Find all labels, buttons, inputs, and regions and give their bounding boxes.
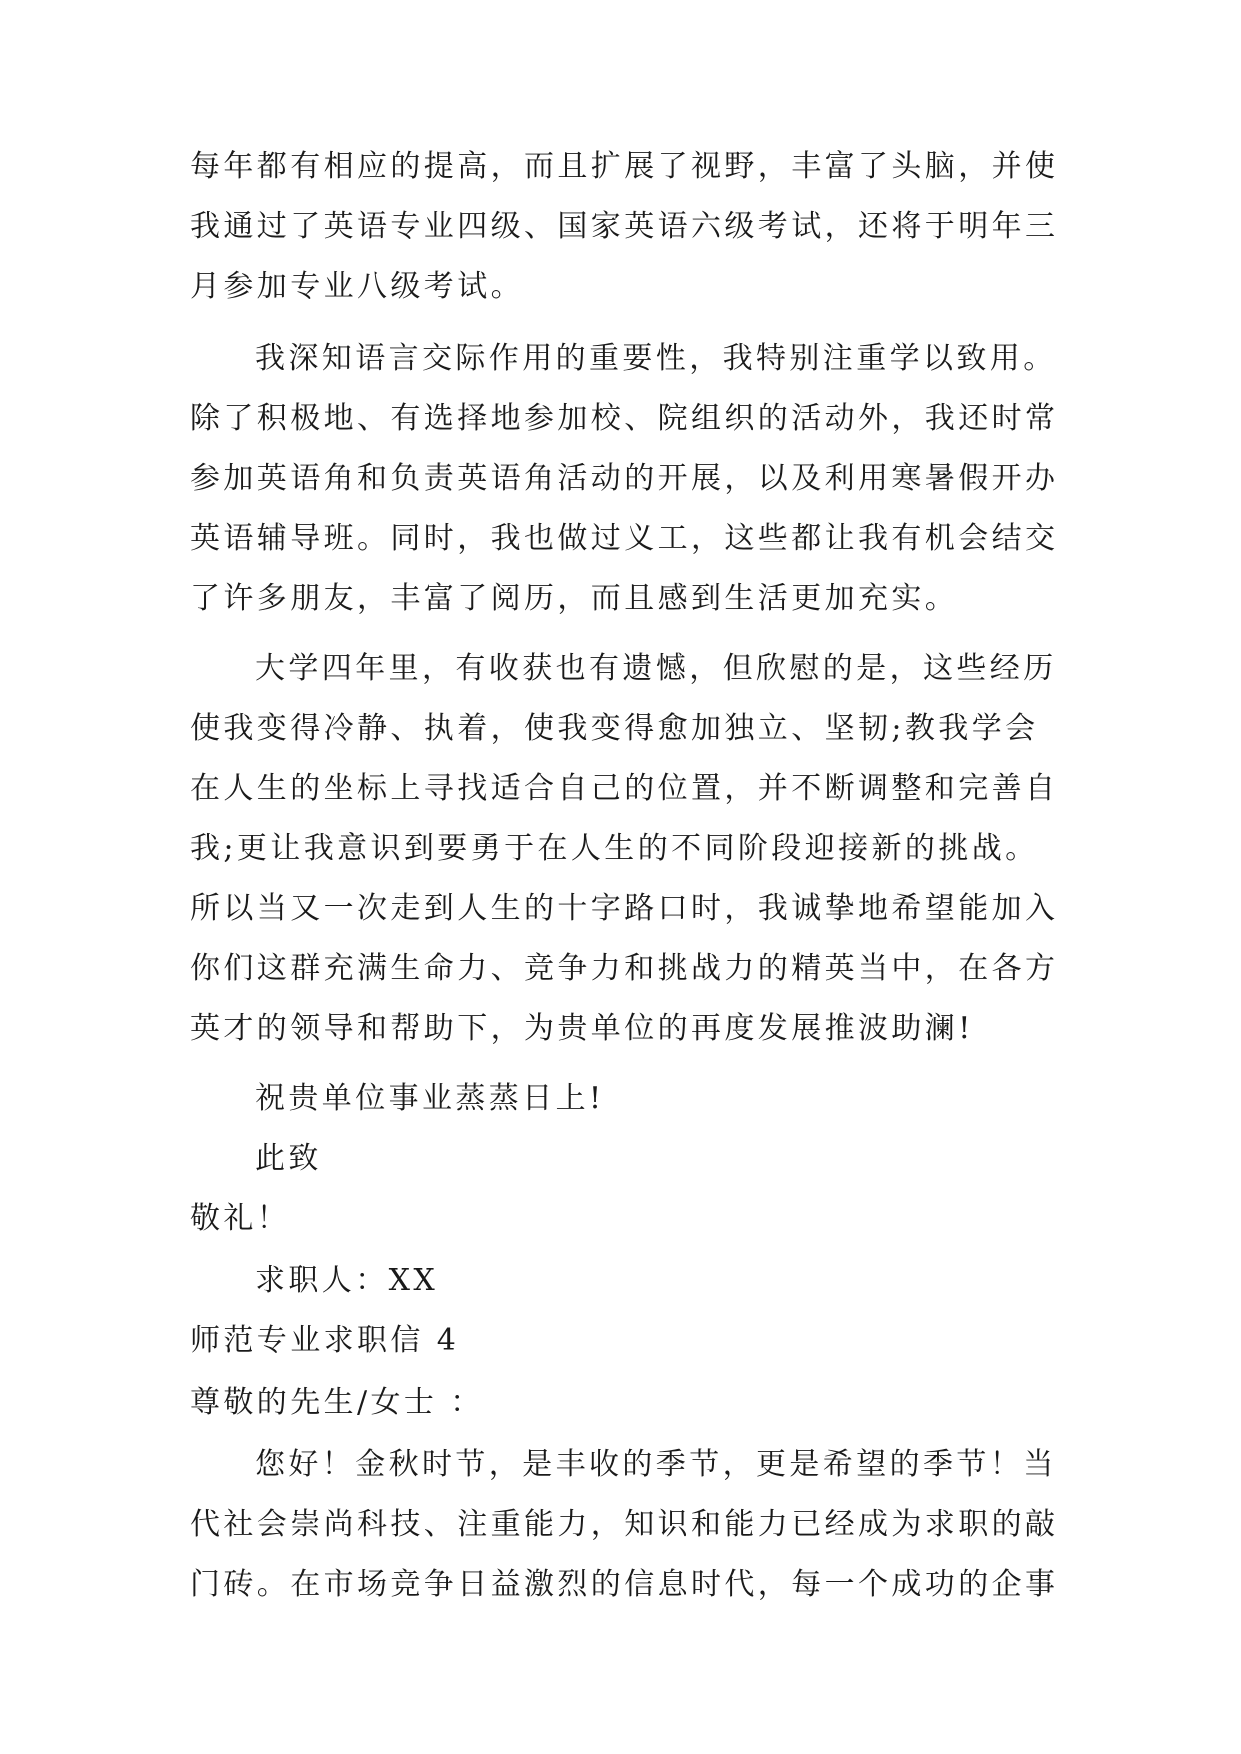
closing-wish: 祝贵单位事业蒸蒸日上!: [255, 1081, 605, 1116]
body-line: 你们这群充满生命力、竞争力和挑战力的精英当中，在各方: [190, 951, 1059, 986]
section-title: 师范专业求职信 4: [190, 1323, 460, 1358]
body-line: 门砖。在市场竞争日益激烈的信息时代，每一个成功的企事: [190, 1567, 1059, 1602]
paragraph-first-line: 您好！金秋时节，是丰收的季节，更是希望的季节！当: [255, 1447, 1057, 1482]
salutation-cizhi: 此致: [255, 1141, 322, 1176]
body-line: 所以当又一次走到人生的十字路口时，我诚挚地希望能加入: [190, 891, 1059, 926]
body-line: 英才的领导和帮助下，为贵单位的再度发展推波助澜!: [190, 1011, 974, 1046]
body-line: 参加英语角和负责英语角活动的开展，以及利用寒暑假开办: [190, 461, 1059, 496]
body-line: 英语辅导班。同时，我也做过义工，这些都让我有机会结交: [190, 521, 1059, 556]
body-line: 除了积极地、有选择地参加校、院组织的活动外，我还时常: [190, 401, 1059, 436]
body-line: 我通过了英语专业四级、国家英语六级考试，还将于明年三: [190, 209, 1059, 244]
paragraph-first-line: 大学四年里，有收获也有遗憾，但欣慰的是，这些经历: [255, 651, 1057, 686]
greeting-line: 尊敬的先生/女士 ：: [190, 1385, 484, 1420]
body-line: 每年都有相应的提高，而且扩展了视野，丰富了头脑，并使: [190, 149, 1059, 184]
body-line: 代社会崇尚科技、注重能力，知识和能力已经成为求职的敲: [190, 1507, 1059, 1542]
paragraph-first-line: 我深知语言交际作用的重要性，我特别注重学以致用。: [255, 341, 1057, 376]
body-line: 在人生的坐标上寻找适合自己的位置，并不断调整和完善自: [190, 771, 1059, 806]
signature-line: 求职人：XX: [255, 1263, 439, 1298]
body-line: 我;更让我意识到要勇于在人生的不同阶段迎接新的挑战。: [190, 831, 1039, 866]
body-line: 月参加专业八级考试。: [190, 269, 524, 304]
body-line: 了许多朋友，丰富了阅历，而且感到生活更加充实。: [190, 581, 959, 616]
body-line: 使我变得冷静、执着，使我变得愈加独立、坚韧;教我学会: [190, 711, 1039, 746]
salutation-jingli: 敬礼！: [190, 1201, 291, 1236]
